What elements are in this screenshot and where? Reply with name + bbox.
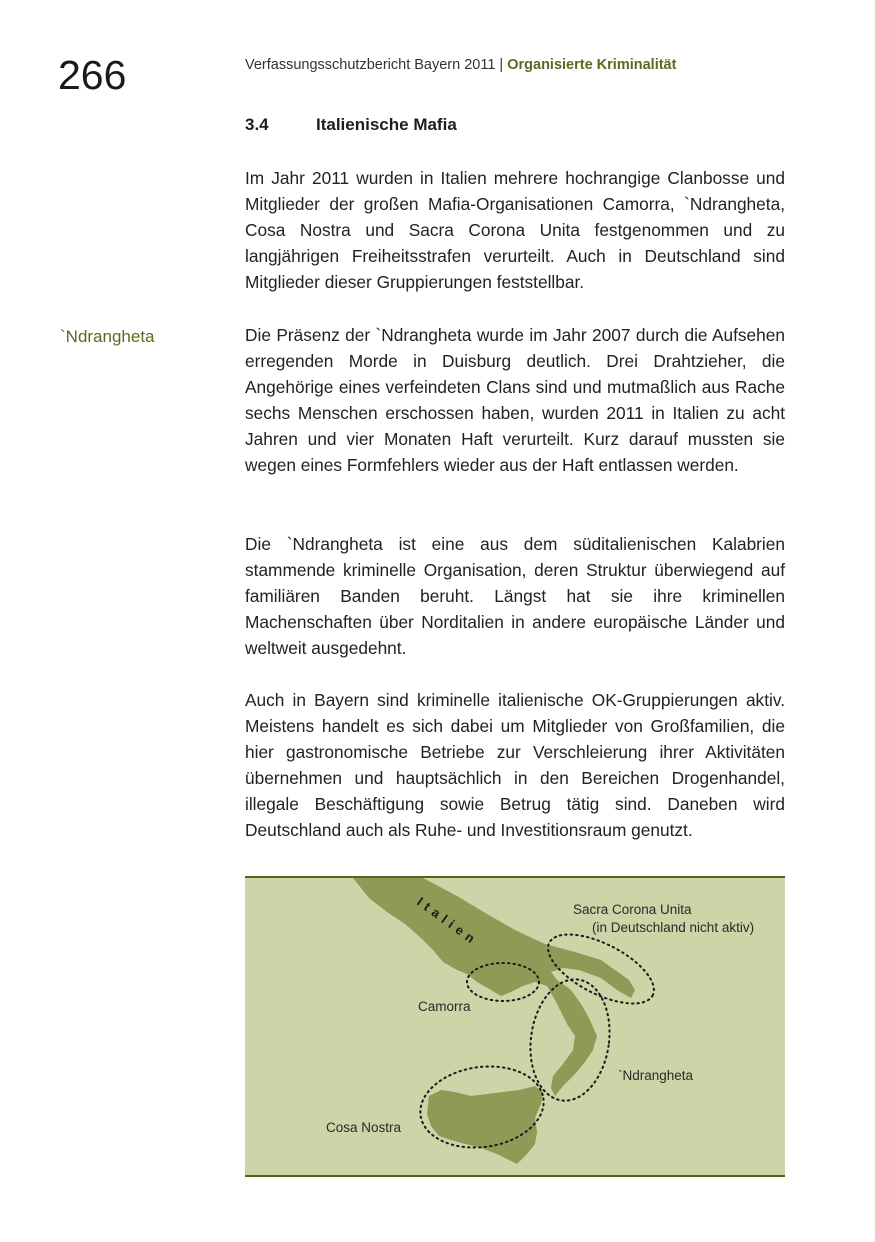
paragraph-3: Die `Ndrangheta ist eine aus dem süditalienischen Kalabrien stammende kriminelle Organisation, deren Struktur überwiegend auf familiären Banden beruht. Längst hat sie ihre kriminellen Machenschaften über Norditalien in andere europäische Länder und weltweit ausgedehnt. xyxy=(245,534,785,658)
section-heading xyxy=(245,115,457,135)
ndrangheta-label: `Ndrangheta xyxy=(618,1068,694,1083)
sacra-corona-label: Sacra Corona Unita xyxy=(573,902,692,917)
running-header xyxy=(245,57,676,73)
page-number: 266 xyxy=(58,52,127,98)
paragraph-2: Die Präsenz der `Ndrangheta wurde im Jahr 2007 durch die Aufsehen erregenden Morde in Duisburg deutlich. Drei Drahtzieher, die Angehörige eines verfeindeten Clans sind und mutmaßlich aus Rache sechs Menschen erschossen haben, wurden 2011 in Italien zu acht Jahren und vier Monaten Haft verurteilt. Kurz darauf mussten sie wegen eines Formfehlers wieder aus der Haft entlassen werden. xyxy=(245,325,785,475)
mafia-map xyxy=(245,876,785,1177)
section-number: 3.4 xyxy=(245,115,269,134)
section-title: Organisierte Kriminalität xyxy=(507,57,677,73)
sicily-shape xyxy=(427,1086,543,1164)
italien-label: Italien xyxy=(414,894,482,949)
report-title: Verfassungsschutzbericht Bayern 2011 | xyxy=(245,57,508,73)
marginal-note: `Ndrangheta xyxy=(60,327,155,346)
paragraph-4: Auch in Bayern sind kriminelle italienische OK-Gruppierungen aktiv. Meistens handelt es sich dabei um Mitglieder von Großfamilien, die hier gastronomische Betriebe zur Verschleierung ihrer Aktivitäten übernehmen und hauptsächlich in den Bereichen Drogenhandel, illegale Beschäftigung sowie Betrug tätig sind. Daneben wird Deutschland auch als Ruhe- und Investitionsraum genutzt. xyxy=(245,690,785,840)
paragraph-1: Im Jahr 2011 wurden in Italien mehrere hochrangige Clanbosse und Mitglieder der großen Mafia-Organisationen Camorra, `Ndrangheta, Cosa Nostra und Sacra Corona Unita festgenommen und zu langjährigen Freiheitsstrafen verurteilt. Auch in Deutschland sind Mitglieder dieser Gruppierungen feststellbar. xyxy=(245,168,785,292)
cosa-nostra-label: Cosa Nostra xyxy=(326,1120,402,1135)
camorra-label: Camorra xyxy=(418,999,471,1014)
section-title-text: Italienische Mafia xyxy=(316,115,457,134)
sacra-corona-note: (in Deutschland nicht aktiv) xyxy=(592,920,755,935)
